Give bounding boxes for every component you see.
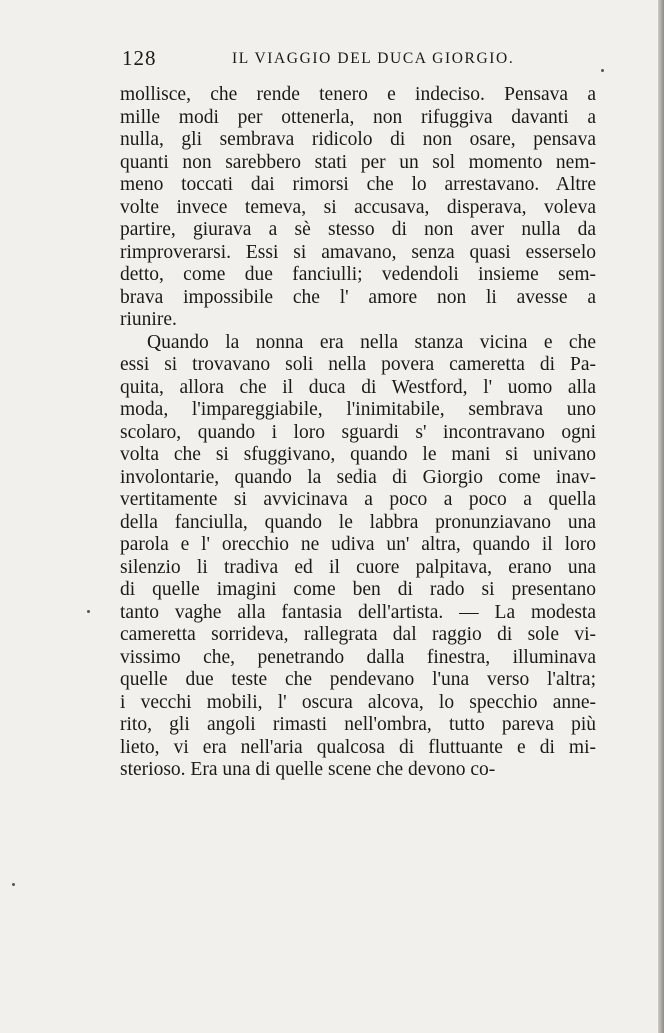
text-line: mollisce, che rende tenero e indeciso. Pensava a (120, 84, 596, 105)
running-title: IL VIAGGIO DEL DUCA GIORGIO. (232, 50, 515, 67)
text-line: i vecchi mobili, l' oscura alcova, lo specchio anne- (120, 691, 596, 713)
page-edge-shadow (658, 0, 664, 1033)
text-line: vissimo che, penetrando dalla finestra, illuminava (120, 646, 596, 668)
text-line: quanti non sarebbero stati per un sol momento nem- (120, 151, 596, 173)
text-line: vertitamente si avvicinava a poco a poco a quella (120, 489, 596, 510)
text-line: cameretta sorrideva, rallegrata dal raggio di sole vi- (120, 624, 596, 645)
text-line: parola e l' orecchio ne udiva un' altra, quando il loro (120, 534, 596, 555)
page-speck (601, 69, 604, 72)
text-line: volta che si sfuggivano, quando le mani si univano (120, 444, 596, 465)
page-header (120, 46, 600, 76)
text-line: tanto vaghe alla fantasia dell'artista. — La modesta (120, 601, 596, 623)
text-line: di quelle imagini come ben di rado si presentano (120, 579, 596, 600)
text-line: silenzio li tradiva ed il cuore palpitava, erano una (120, 556, 596, 578)
body-text (120, 84, 596, 782)
text-line: involontarie, quando la sedia di Giorgio come inav- (120, 466, 596, 488)
text-line: nulla, gli sembrava ridicolo di non osare, pensava (120, 129, 596, 150)
text-line: Quando la nonna era nella stanza vicina e che (147, 331, 596, 353)
text-line: essi si trovavano soli nella povera cameretta di Pa- (120, 354, 596, 375)
paragraph (120, 332, 596, 782)
text-line: moda, l'impareggiabile, l'inimitabile, sembrava uno (120, 399, 596, 420)
text-line: riunire. (120, 309, 177, 330)
text-line: quita, allora che il duca di Westford, l' uomo alla (120, 376, 596, 398)
paragraph (120, 84, 596, 332)
text-line: brava impossibile che l' amore non li avesse a (120, 286, 596, 308)
text-line: sterioso. Era una di quelle scene che devono co- (120, 759, 496, 780)
page-speck (87, 610, 90, 613)
text-line: mille modi per ottenerla, non rifuggiva davanti a (120, 106, 596, 128)
text-line: della fanciulla, quando le labbra pronunziavano una (120, 511, 596, 533)
text-line: rimproverarsi. Essi si amavano, senza quasi esserselo (120, 241, 596, 263)
text-line: quelle due teste che pendevano l'una verso l'altra; (120, 669, 596, 690)
text-line: detto, come due fanciulli; vedendoli insieme sem- (120, 264, 596, 285)
text-line: partire, giurava a sè stesso di non aver nulla da (120, 219, 596, 240)
text-line: meno toccati dai rimorsi che lo arrestavano. Altre (120, 174, 596, 195)
page-speck (12, 883, 15, 886)
text-line: volte invece temeva, si accusava, disperava, voleva (120, 196, 596, 218)
text-line: lieto, vi era nell'aria qualcosa di fluttuante e di mi- (120, 736, 596, 758)
text-line: rito, gli angoli rimasti nell'ombra, tutto pareva più (120, 714, 596, 735)
page-number: 128 (122, 46, 157, 70)
text-line: scolaro, quando i loro sguardi s' incontravano ogni (120, 421, 596, 443)
